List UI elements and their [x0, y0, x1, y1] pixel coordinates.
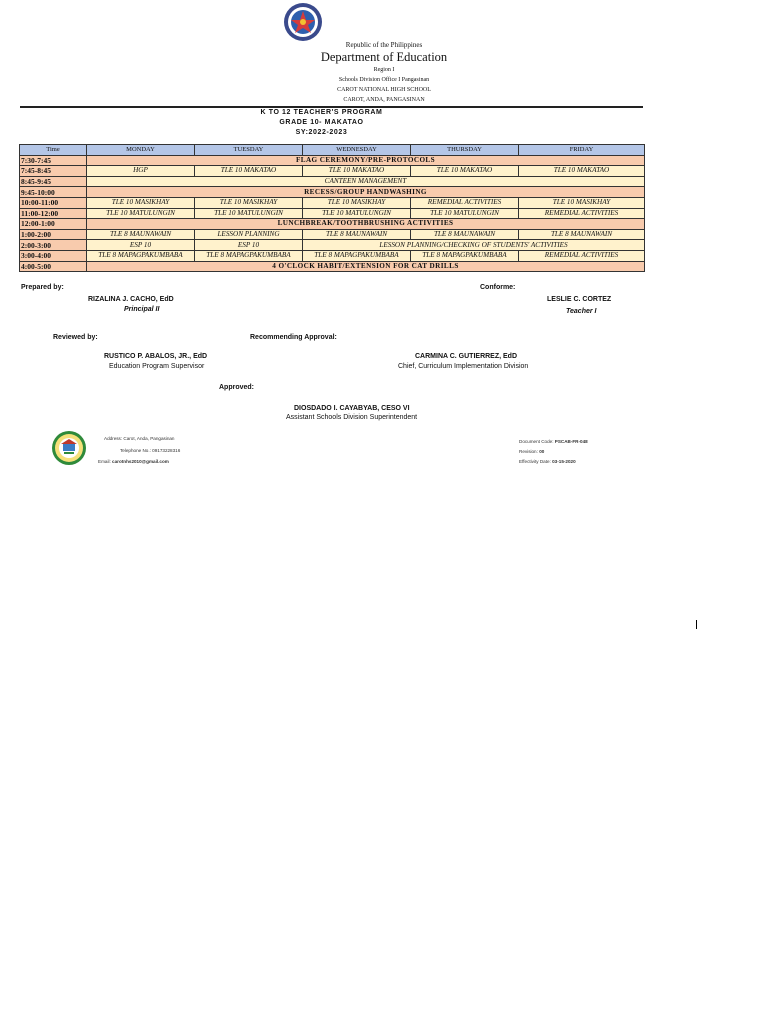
header-thursday: THURSDAY — [411, 145, 519, 156]
schedule-cell: TLE 10 MAKATAO — [303, 166, 411, 177]
span-cell: CANTEEN MANAGEMENT — [87, 176, 645, 187]
reviewed-by-title: Education Program Supervisor — [109, 363, 205, 370]
department-title: Department of Education — [320, 50, 448, 64]
schedule-cell: REMEDIAL ACTIVITIES — [519, 208, 645, 219]
school-name: CAROT NATIONAL HIGH SCHOOL — [337, 87, 431, 93]
span-cell: LESSON PLANNING/CHECKING OF STUDENTS' ACTIVITIES — [303, 240, 645, 251]
effectivity-label: Effectivity Date: — [519, 459, 551, 464]
schedule-cell: TLE 8 MAPAGPAKUMBABA — [303, 250, 411, 261]
schedule-cell: TLE 8 MAUNAWAIN — [303, 229, 411, 240]
band-cell: RECESS/GROUP HANDWASHING — [87, 187, 645, 198]
schedule-cell: TLE 8 MAUNAWAIN — [519, 229, 645, 240]
time-cell: 8:45-9:45 — [20, 176, 87, 187]
header-wednesday: WEDNESDAY — [303, 145, 411, 156]
program-sy: SY:2022-2023 — [295, 129, 348, 136]
revision-value: 00 — [539, 449, 545, 454]
schedule-cell: TLE 10 MASIKHAY — [519, 197, 645, 208]
division-label: Schools Division Office I Pangasinan — [338, 77, 430, 83]
time-cell: 2:00-3:00 — [20, 240, 87, 251]
header-tuesday: TUESDAY — [195, 145, 303, 156]
band-cell: LUNCHBREAK/TOOTHBRUSHING ACTIVITIES — [87, 219, 645, 230]
program-title: K TO 12 TEACHER'S PROGRAM — [260, 109, 383, 116]
footer-email: carotnhs2010@gmail.com — [112, 459, 169, 464]
table-row — [20, 187, 645, 198]
schedule-cell: TLE 8 MAPAGPAKUMBABA — [87, 250, 195, 261]
header-divider — [20, 106, 643, 108]
text-cursor — [696, 620, 697, 629]
time-cell: 7:30-7:45 — [20, 155, 87, 166]
table-row — [20, 250, 645, 261]
schedule-cell: TLE 8 MAPAGPAKUMBABA — [195, 250, 303, 261]
doc-code-row — [519, 439, 588, 444]
prepared-by-label: Prepared by: — [21, 284, 64, 291]
time-cell: 1:00-2:00 — [20, 229, 87, 240]
schedule-header-row — [20, 145, 645, 156]
effectivity-value: 03-15-2020 — [552, 459, 576, 464]
schedule-cell: TLE 8 MAUNAWAIN — [87, 229, 195, 240]
republic-label: Republic of the Philippines — [345, 41, 423, 49]
deped-seal-icon — [282, 2, 324, 42]
table-row — [20, 219, 645, 230]
footer-email-row — [98, 459, 169, 464]
time-cell: 7:45-8:45 — [20, 166, 87, 177]
time-cell: 10:00-11:00 — [20, 197, 87, 208]
reviewed-by-label: Reviewed by: — [53, 334, 98, 341]
approved-label: Approved: — [219, 384, 254, 391]
table-row — [20, 176, 645, 187]
region-label: Region I — [373, 67, 395, 73]
doc-code-label: Document Code: — [519, 439, 554, 444]
approved-name: DIOSDADO I. CAYABYAB, CESO VI — [294, 405, 410, 412]
schedule-cell: TLE 10 MASIKHAY — [303, 197, 411, 208]
approved-title: Assistant Schools Division Superintendent — [286, 414, 418, 421]
schedule-cell: TLE 10 MAKATAO — [411, 166, 519, 177]
program-grade: GRADE 10- MAKATAO — [279, 119, 364, 126]
conforme-title: Teacher I — [566, 308, 597, 315]
schedule-cell: TLE 10 MATULUNGIN — [87, 208, 195, 219]
time-cell: 12:00-1:00 — [20, 219, 87, 230]
schedule-cell: TLE 8 MAUNAWAIN — [411, 229, 519, 240]
schedule-cell: REMEDIAL ACTIVITIES — [411, 197, 519, 208]
prepared-by-name: RIZALINA J. CACHO, EdD — [88, 296, 174, 303]
schedule-cell: TLE 10 MASIKHAY — [195, 197, 303, 208]
school-logo-icon — [51, 430, 87, 466]
revision-label: Revision: — [519, 449, 538, 454]
reviewed-by-name: RUSTICO P. ABALOS, JR., EdD — [104, 353, 208, 360]
header-friday: FRIDAY — [519, 145, 645, 156]
table-row — [20, 197, 645, 208]
footer-address: Address: Carot, Anda, Pangasinan — [104, 436, 175, 441]
table-row — [20, 240, 645, 251]
schedule-cell: TLE 10 MASIKHAY — [87, 197, 195, 208]
footer-email-label: Email: — [98, 459, 111, 464]
schedule-cell: ESP 10 — [195, 240, 303, 251]
time-cell: 11:00-12:00 — [20, 208, 87, 219]
header-time: Time — [20, 145, 87, 156]
schedule-table — [19, 144, 645, 272]
schedule-cell: TLE 10 MAKATAO — [195, 166, 303, 177]
footer-telephone: Telephone No.: 09173228316 — [120, 448, 181, 453]
table-row — [20, 261, 645, 272]
schedule-cell: HGP — [87, 166, 195, 177]
prepared-by-title: Principal II — [124, 306, 160, 313]
doc-code-value: PSCAB-FR-048 — [554, 439, 588, 444]
time-cell: 9:45-10:00 — [20, 187, 87, 198]
time-cell: 3:00-4:00 — [20, 250, 87, 261]
header-monday: MONDAY — [87, 145, 195, 156]
table-row — [20, 155, 645, 166]
schedule-cell: ESP 10 — [87, 240, 195, 251]
recommending-label: Recommending Approval: — [250, 334, 337, 341]
schedule-cell: TLE 10 MATULUNGIN — [411, 208, 519, 219]
effectivity-row — [519, 459, 576, 464]
conforme-label: Conforme: — [480, 284, 516, 291]
band-cell: FLAG CEREMONY/PRE-PROTOCOLS — [87, 155, 645, 166]
table-row — [20, 229, 645, 240]
conforme-name: LESLIE C. CORTEZ — [547, 296, 612, 303]
table-row — [20, 166, 645, 177]
schedule-cell: LESSON PLANNING — [195, 229, 303, 240]
schedule-cell: TLE 8 MAPAGPAKUMBABA — [411, 250, 519, 261]
table-row — [20, 208, 645, 219]
school-address: CAROT, ANDA, PANGASINAN — [343, 97, 425, 103]
band-cell: 4 O'CLOCK HABIT/EXTENSION FOR CAT DRILLS — [87, 261, 645, 272]
time-cell: 4:00-5:00 — [20, 261, 87, 272]
recommending-title: Chief, Curriculum Implementation Division — [398, 363, 529, 370]
schedule-cell: TLE 10 MAKATAO — [519, 166, 645, 177]
revision-row — [519, 449, 544, 454]
schedule-cell: TLE 10 MATULUNGIN — [195, 208, 303, 219]
recommending-name: CARMINA C. GUTIERREZ, EdD — [415, 353, 518, 360]
schedule-cell: TLE 10 MATULUNGIN — [303, 208, 411, 219]
schedule-cell: REMEDIAL ACTIVITIES — [519, 250, 645, 261]
